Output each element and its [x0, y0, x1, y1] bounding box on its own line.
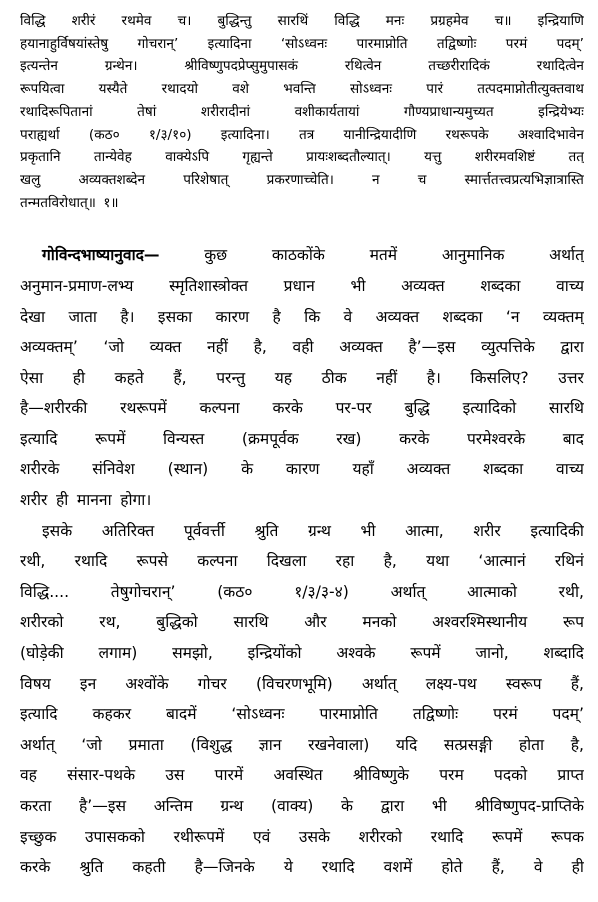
sanskrit-commentary	[20, 10, 584, 214]
hindi-translation-paragraph-2	[20, 516, 584, 883]
hindi-line: इत्यादि कहकर बादमें ‘सोऽध्वनः पारमाप्नोति तद्विष्णोः परमं पदम्’	[20, 705, 584, 724]
sanskrit-line: खलु अव्यक्तशब्देन परिशेषात् प्रकरणाच्चेति। न च स्मार्त्ततत्त्वप्रत्यभिज्ञात्रास्ति	[20, 171, 584, 188]
hindi-line: करके श्रुति कहती है—जिनके ये रथादि वशमें होते हैं, वे ही	[20, 858, 584, 877]
hindi-line: गोविन्दभाष्यानुवाद— कुछ काठकोंके मतमें आनुमानिक अर्थात्	[20, 240, 584, 271]
hindi-line: वह संसार-पथके उस पारमें अवस्थित श्रीविष्णुके परम पदको प्राप्त	[20, 766, 584, 785]
translation-heading: गोविन्दभाष्यानुवाद—	[42, 246, 160, 265]
hindi-line: इसके अतिरिक्त पूर्ववर्त्ती श्रुति ग्रन्थ भी आत्मा, शरीर इत्यादिकी	[42, 521, 584, 540]
hindi-line: ऐसा ही कहते हैं, परन्तु यह ठीक नहीं है। किसलिए? उत्तर	[20, 368, 584, 387]
sanskrit-line: पराह्यर्था (कठ० १/३/१०) इत्यादिना। तत्र यानीन्द्रियादीणि रथरूपके अश्वादिभावेन	[20, 126, 584, 143]
hindi-line: शरीरको रथ, बुद्धिको सारथि और मनको अश्वरश्मिस्थानीय रूप	[20, 613, 584, 632]
hindi-line: है—शरीरकी रथरूपमें कल्पना करके पर-पर बुद्धि इत्यादिको सारथि	[20, 399, 584, 418]
sanskrit-line: इत्यन्तेन ग्रन्थेन। श्रीविष्णुपदप्रेप्सुमुपासकं रथित्वेन तच्छरीरादिकं रथादित्वेन	[20, 58, 584, 75]
hindi-line: अनुमान-प्रमाण-लभ्य स्मृतिशास्त्रोक्त प्रधान भी अव्यक्त शब्दका वाच्य	[20, 276, 584, 295]
sanskrit-line: रूपयित्वा यस्यैते रथादयो वशे भवन्ति सोऽध्वनः पारं तत्पदमाप्नोतीत्युक्तवाथ	[20, 81, 584, 98]
hindi-line: करता है’—इस अन्तिम ग्रन्थ (वाक्य) के द्वारा भी श्रीविष्णुपद-प्राप्तिके	[20, 797, 584, 816]
sanskrit-line: विद्धि शरीरं रथमेव च। बुद्धिन्तु सारथिं विद्धि मनः प्रग्रहमेव च॥ इन्द्रियाणि	[20, 13, 584, 29]
hindi-line: शरीरके संनिवेश (स्थान) के कारण यहाँ अव्यक्त शब्दका वाच्य	[20, 460, 584, 479]
sanskrit-line: रथादिरूपितानां तेषां शरीरादीनां वशीकार्यतायां गौण्यप्राधान्यमुच्यत इन्द्रियेभ्यः	[20, 103, 584, 120]
hindi-line: अर्थात् ‘जो प्रमाता (विशुद्ध ज्ञान रखनेवाला) यदि सत्प्रसङ्गी होता है,	[20, 735, 584, 754]
hindi-line: अव्यक्तम्’ ‘जो व्यक्त नहीं है, वही अव्यक्त है’—इस व्युत्पत्तिके द्वारा	[20, 338, 584, 357]
hindi-translation-paragraph-1	[20, 240, 584, 515]
hindi-line: विषय इन अश्वोंके गोचर (विचरणभूमि) अर्थात् लक्ष्य-पथ स्वरूप हैं,	[20, 674, 584, 693]
hindi-line: इच्छुक उपासकको रथीरूपमें एवं उसके शरीरको रथादि रूपमें रूपक	[20, 827, 584, 846]
hindi-line: (घोड़ेकी लगाम) समझो, इन्द्रियोंको अश्वके रूपमें जानो, शब्दादि	[20, 644, 584, 663]
hindi-line: देखा जाता है। इसका कारण है कि वे अव्यक्त शब्दका ‘न व्यक्तम्	[20, 307, 584, 326]
sanskrit-line: तन्मतविरोधात्॥ १॥	[20, 194, 119, 211]
sanskrit-line: प्रकृतानि तान्येवेह वाक्येऽपि गृह्यन्ते प्रायःशब्दतौल्यात्। यत्तु शरीरमवशिष्टं तत्	[20, 149, 584, 166]
paragraph-gap	[20, 214, 584, 240]
hindi-line: विद्धि.... तेषुगोचरान्’ (कठ० १/३/३-४) अर्थात् आत्माको रथी,	[20, 582, 584, 601]
hindi-line: इत्यादि रूपमें विन्यस्त (क्रमपूर्वक रख) करके परमेश्वरके बाद	[20, 429, 584, 448]
sanskrit-line: हयानाहुर्विषयांस्तेषु गोचरान्’ इत्यादिना ‘सोऽध्वनः पारमाप्नोति तद्विष्णोः परमं पदम्’	[20, 35, 584, 52]
hindi-line: रथी, रथादि रूपसे कल्पना दिखला रहा है, यथा ‘आत्मानं रथिनं	[20, 552, 584, 571]
hindi-line: शरीर ही मानना होगा।	[20, 491, 152, 510]
